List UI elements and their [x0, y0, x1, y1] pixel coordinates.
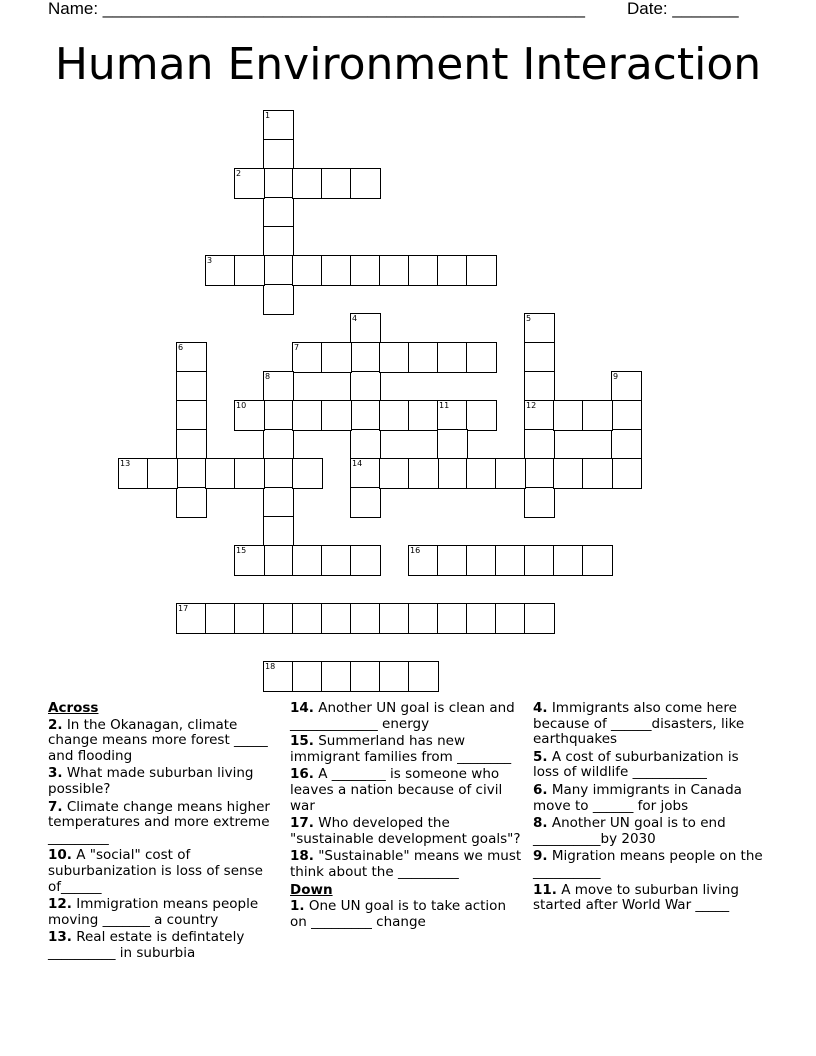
grid-cell[interactable] [495, 603, 526, 634]
grid-cell[interactable] [321, 661, 352, 692]
grid-cell[interactable] [437, 342, 468, 373]
grid-cell[interactable] [234, 168, 265, 199]
clue-down-8: 8. Another UN goal is to end __________by 2030 [533, 815, 726, 847]
grid-cell[interactable] [118, 458, 149, 489]
grid-cell[interactable] [350, 400, 381, 431]
grid-cell[interactable] [553, 400, 584, 431]
grid-cell[interactable] [350, 458, 381, 489]
clue-across-18: 18. "Sustainable" means we must think about the _________ [290, 848, 522, 880]
cell-number: 16 [410, 546, 421, 555]
grid-cell[interactable] [321, 545, 352, 576]
grid-cell[interactable] [437, 429, 468, 460]
grid-cell[interactable] [263, 255, 294, 286]
date-field[interactable]: Date: _______ [627, 0, 739, 18]
clue-across-16: 16. A ________ is someone who leaves a nation because of civil war [290, 766, 503, 814]
grid-cell[interactable] [292, 342, 323, 373]
clue-down-6: 6. Many immigrants in Canada move to ______ for jobs [533, 781, 742, 814]
grid-cell[interactable] [263, 603, 294, 634]
grid-cell[interactable] [379, 342, 410, 373]
grid-cell[interactable] [292, 603, 323, 634]
clue-across-3: 3. What made suburban living possible? [48, 765, 254, 797]
grid-cell[interactable] [292, 661, 323, 692]
grid-cell[interactable] [263, 139, 294, 170]
grid-cell[interactable] [263, 226, 294, 257]
grid-cell[interactable] [350, 429, 381, 460]
grid-cell[interactable] [553, 458, 584, 489]
clues-column-2 [290, 701, 522, 932]
grid-cell[interactable] [437, 255, 468, 286]
cell-number: 7 [294, 343, 300, 352]
grid-cell[interactable] [263, 110, 294, 141]
clue-across-13: 13. Real estate is defintately __________ in suburbia [48, 929, 245, 961]
grid-cell[interactable] [466, 603, 497, 634]
clues-column-3 [533, 701, 765, 916]
grid-cell[interactable] [263, 429, 294, 460]
grid-cell[interactable] [234, 603, 265, 634]
clue-across-12: 12. Immigration means people moving _______ a country [48, 896, 259, 928]
grid-cell[interactable] [205, 603, 236, 634]
grid-cell[interactable] [524, 603, 555, 634]
grid-cell[interactable] [350, 487, 381, 518]
cell-number: 1 [265, 111, 271, 120]
grid-cell[interactable] [408, 458, 439, 489]
grid-cell[interactable] [205, 255, 236, 286]
grid-cell[interactable] [437, 603, 468, 634]
grid-cell[interactable] [234, 400, 265, 431]
grid-cell[interactable] [263, 284, 294, 315]
grid-cell[interactable] [350, 255, 381, 286]
grid-cell[interactable] [408, 400, 439, 431]
grid-cell[interactable] [466, 255, 497, 286]
grid-cell[interactable] [466, 458, 497, 489]
grid-cell[interactable] [611, 371, 642, 402]
cell-number: 15 [236, 546, 247, 555]
grid-cell[interactable] [263, 661, 294, 692]
clues-column-1 [48, 701, 280, 964]
grid-cell[interactable] [524, 545, 555, 576]
grid-cell[interactable] [379, 400, 410, 431]
grid-cell[interactable] [582, 458, 613, 489]
grid-cell[interactable] [466, 342, 497, 373]
cell-number: 18 [265, 662, 276, 671]
grid-cell[interactable] [292, 400, 323, 431]
cell-number: 10 [236, 401, 247, 410]
clue-down-4: 4. Immigrants also come here because of ______disasters, like earthquakes [533, 700, 745, 748]
grid-cell[interactable] [408, 342, 439, 373]
grid-cell[interactable] [321, 342, 352, 373]
cell-number: 14 [352, 459, 363, 468]
grid-cell[interactable] [408, 545, 439, 576]
clue-across-2: 2. In the Okanagan, climate change means more forest _____ and flooding [48, 716, 268, 764]
grid-cell[interactable] [176, 603, 207, 634]
clue-across-15: 15. Summerland has new immigrant families from ________ [290, 733, 512, 765]
grid-cell[interactable] [524, 458, 555, 489]
grid-cell[interactable] [292, 168, 323, 199]
down-heading: Down [290, 881, 333, 898]
grid-cell[interactable] [466, 400, 497, 431]
across-heading: Across [48, 700, 99, 716]
grid-cell[interactable] [292, 545, 323, 576]
grid-cell[interactable] [437, 545, 468, 576]
grid-cell[interactable] [495, 458, 526, 489]
grid-cell[interactable] [147, 458, 178, 489]
clue-across-14: 14. Another UN goal is clean and _____________ energy [290, 700, 515, 732]
grid-cell[interactable] [176, 429, 207, 460]
grid-cell[interactable] [495, 545, 526, 576]
grid-cell[interactable] [611, 429, 642, 460]
cell-number: 8 [265, 372, 271, 381]
grid-cell[interactable] [350, 603, 381, 634]
cell-number: 13 [120, 459, 131, 468]
cell-number: 4 [352, 314, 358, 323]
grid-cell[interactable] [611, 400, 642, 431]
clue-down-11: 11. A move to suburban living started after World War _____ [533, 881, 739, 914]
grid-cell[interactable] [350, 168, 381, 199]
cell-number: 17 [178, 604, 189, 613]
grid-cell[interactable] [611, 458, 642, 489]
page-title: Human Environment Interaction [54, 39, 762, 90]
grid-cell[interactable] [408, 255, 439, 286]
clue-down-9: 9. Migration means people on the __________ [533, 848, 763, 880]
grid-cell[interactable] [234, 255, 265, 286]
grid-cell[interactable] [437, 458, 468, 489]
grid-cell[interactable] [321, 603, 352, 634]
grid-cell[interactable] [350, 371, 381, 402]
grid-cell[interactable] [234, 458, 265, 489]
grid-cell[interactable] [379, 661, 410, 692]
grid-cell[interactable] [524, 342, 555, 373]
grid-cell[interactable] [176, 400, 207, 431]
grid-cell[interactable] [524, 400, 555, 431]
grid-cell[interactable] [379, 255, 410, 286]
grid-cell[interactable] [263, 168, 294, 199]
cell-number: 2 [236, 169, 242, 178]
grid-cell[interactable] [263, 458, 294, 489]
grid-cell[interactable] [321, 168, 352, 199]
grid-cell[interactable] [176, 342, 207, 373]
grid-cell[interactable] [350, 661, 381, 692]
grid-cell[interactable] [553, 545, 584, 576]
grid-cell[interactable] [263, 516, 294, 547]
grid-cell[interactable] [524, 487, 555, 518]
clue-across-10: 10. A "social" cost of suburbanization is loss of sense of______ [48, 847, 263, 895]
grid-cell[interactable] [263, 197, 294, 228]
grid-cell[interactable] [524, 429, 555, 460]
grid-cell[interactable] [350, 545, 381, 576]
clue-down-5: 5. A cost of suburbanization is loss of wildlife ___________ [533, 748, 739, 781]
cell-number: 3 [207, 256, 213, 265]
clue-across-7: 7. Climate change means higher temperatures and more extreme _________ [48, 798, 270, 846]
cell-number: 6 [178, 343, 184, 352]
grid-cell[interactable] [582, 545, 613, 576]
grid-cell[interactable] [292, 458, 323, 489]
grid-cell[interactable] [263, 545, 294, 576]
grid-cell[interactable] [292, 255, 323, 286]
grid-cell[interactable] [263, 400, 294, 431]
cell-number: 9 [613, 372, 619, 381]
grid-cell[interactable] [176, 458, 207, 489]
grid-cell[interactable] [437, 400, 468, 431]
clue-down-1: 1. One UN goal is to take action on _________ change [290, 898, 506, 930]
grid-cell[interactable] [176, 371, 207, 402]
grid-cell[interactable] [205, 458, 236, 489]
grid-cell[interactable] [408, 603, 439, 634]
grid-cell[interactable] [379, 458, 410, 489]
clue-across-17: 17. Who developed the "sustainable development goals"? [290, 815, 521, 847]
cell-number: 11 [439, 401, 450, 410]
grid-cell[interactable] [524, 371, 555, 402]
grid-cell[interactable] [263, 487, 294, 518]
name-field[interactable]: Name: ___________________________________________________ [48, 0, 585, 18]
grid-cell[interactable] [350, 313, 381, 344]
grid-cell[interactable] [234, 545, 265, 576]
cell-number: 12 [526, 401, 537, 410]
grid-cell[interactable] [466, 545, 497, 576]
grid-cell[interactable] [321, 255, 352, 286]
grid-cell[interactable] [176, 487, 207, 518]
grid-cell[interactable] [263, 371, 294, 402]
grid-cell[interactable] [524, 313, 555, 344]
grid-cell[interactable] [379, 603, 410, 634]
cell-number: 5 [526, 314, 532, 323]
grid-cell[interactable] [408, 661, 439, 692]
grid-cell[interactable] [321, 400, 352, 431]
grid-cell[interactable] [582, 400, 613, 431]
grid-cell[interactable] [350, 342, 381, 373]
